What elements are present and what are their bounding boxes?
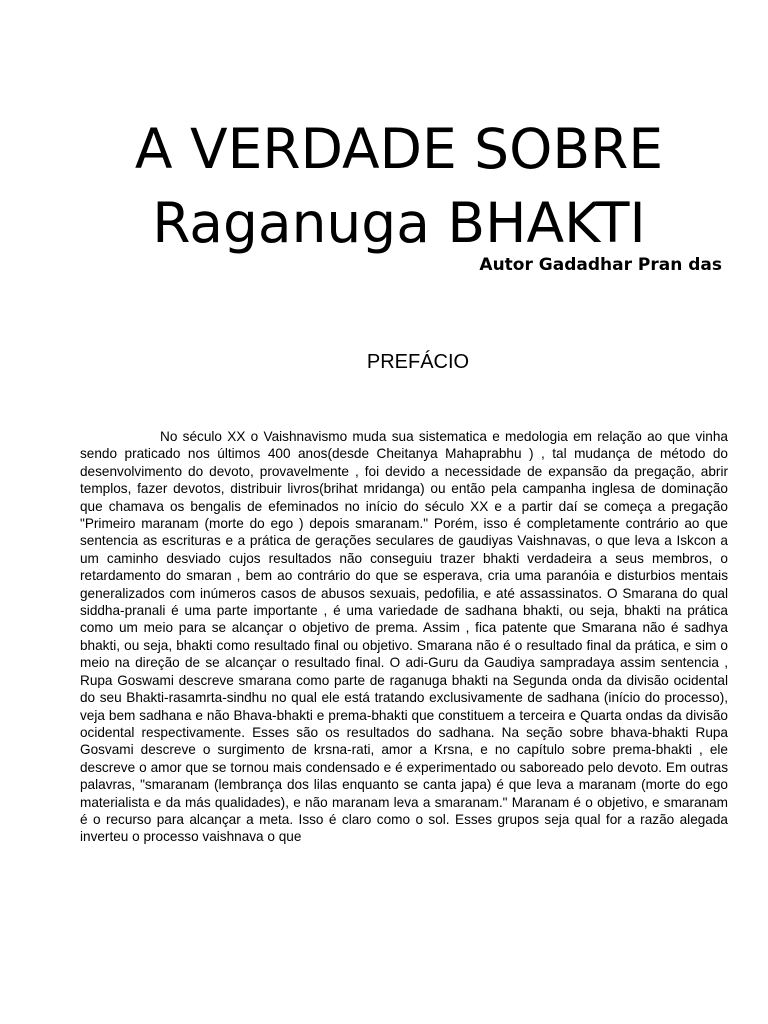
preface-heading: PREFÁCIO (366, 351, 470, 373)
title-line-1: A VERDADE SOBRE (134, 117, 664, 181)
preface-body: No século XX o Vaishnavismo muda sua sistematica e medologia em relação ao que vinha sendo praticado nos últimos 400 anos(desde Cheitanya Mahaprabhu ) , tal mudança de método do desenvolvimento do devoto, provavelmente , foi devido a necessidade de expansão da pregação, abrir templos, fazer devotos, distribuir livros(brihat mridanga) ou então pela campanha inglesa de dominação que chamava os bengalis de efeminados no início do século XX e a partir daí se começa a pregação "Primeiro maranam (morte do ego ) depois smaranam." Porém, isso é completamente contrário ao que sentencia as escrituras e a prática de gerações seculares de gaudiyas Vaishnavas, o que leva a Iskcon a um caminho desviado cujos resultados não conseguiu trazer bhakti verdadeira a seus membros, o retardamento do smaran , bem ao contrário do que se esperava, cria uma paranóia e disturbios mentais generalizados com inúmeros casos de abusos sexuais, pedofilia, e até assassinatos. O Smarana do qual siddha-pranali é uma parte importante , é uma variedade de sadhana bhakti, ou seja, bhakti na prática como um meio para se alcançar o objetivo de prema. Assim , fica patente que Smarana não é sadhya bhakti, ou seja, bhakti como resultado final ou objetivo. Smarana não é o resultado final da prática, e sim o meio na direção de se alcançar o resultado final. O adi-Guru da Gaudiya sampradaya assim sentencia , Rupa Goswami descreve smarana como parte de raganuga bhakti na Segunda onda da divisão ocidental do seu Bhakti-rasamrta-sindhu no qual ele está tratando exclusivamente de sadhana (início do processo), veja bem sadhana e não Bhava-bhakti e prema-bhakti que constituem a terceira e Quarta ondas da divisão ocidental respectivamente. Esses são os resultados do sadhana. Na seção sobre bhava-bhakti Rupa Gosvami descreve o surgimento de krsna-rati, amor a Krsna, e no capítulo sobre prema-bhakti , ele descreve o amor que se tornou mais condensado e é experimentado ou saboreado pelo devoto. Em outras palavras, "smaranam (lembrança dos lilas enquanto se canta japa) é que leva a maranam (morte do ego materialista e da más qualidades), e não maranam leva a smaranam." Maranam é o objetivo, e smaranam é o recurso para alcançar a meta. Isso é claro como o sol. Esses grupos seja qual for a razão alegada inverteu o processo vaishnava o que (80, 429, 728, 845)
document-title (0, 112, 768, 260)
author-line: Autor Gadadhar Pran das (479, 255, 722, 275)
title-line-2: Raganuga BHAKTI (152, 191, 646, 255)
